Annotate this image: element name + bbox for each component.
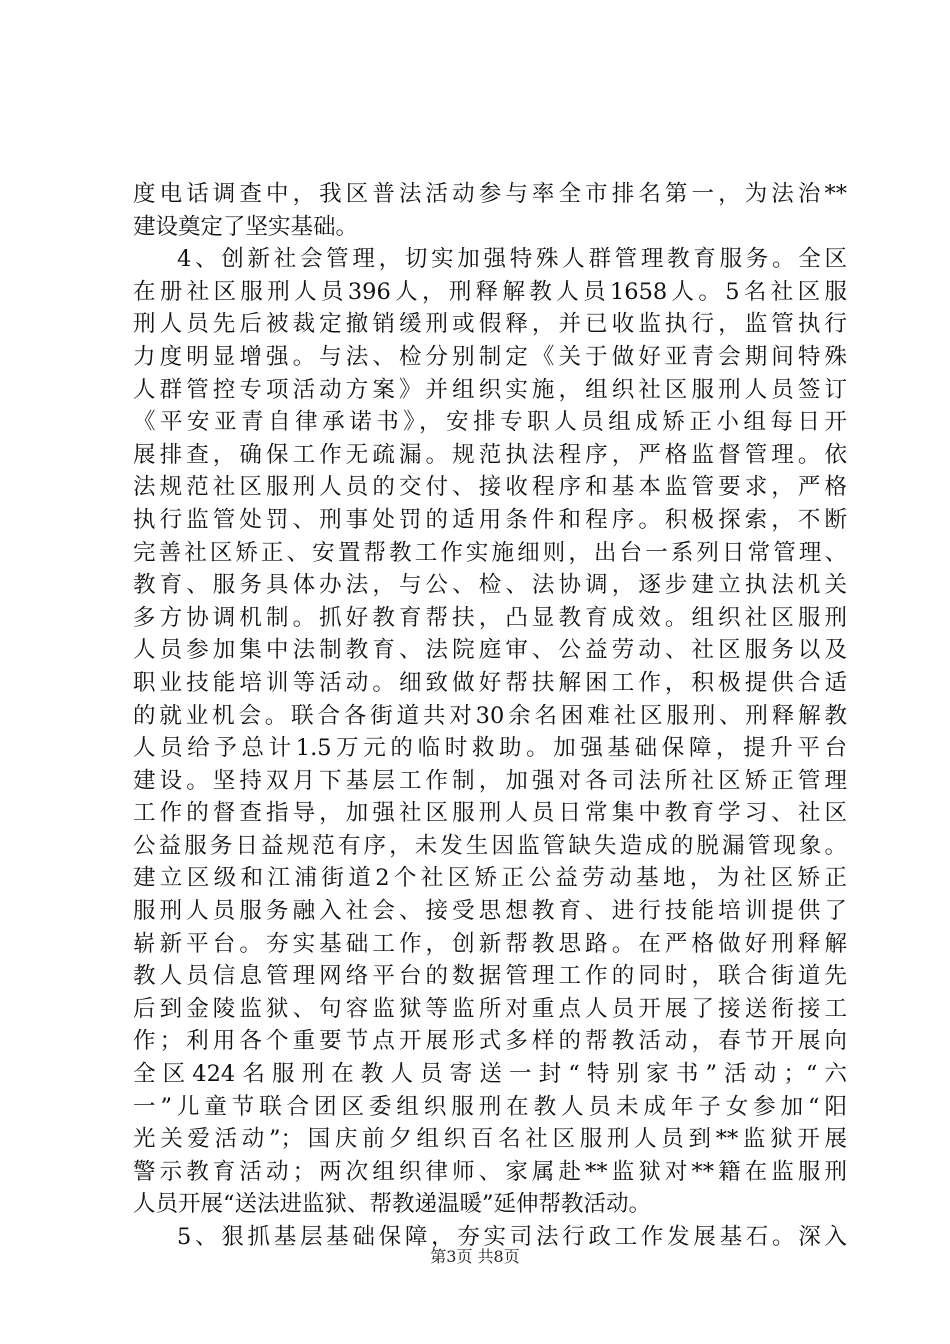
- text-line: 度电话调查中，我区普法活动参与率全市排名第一，为法治**: [133, 181, 847, 207]
- text-line: 展排查，确保工作无疏漏。规范执法程序，严格监督管理。依: [133, 441, 847, 468]
- text-line: 建设奠定了坚实基础。: [133, 213, 359, 240]
- text-line: 人群管控专项活动方案》并组织实施，组织社区服刑人员签订: [133, 376, 847, 403]
- text-line: 法规范社区服刑人员的交付、接收程序和基本监管要求，严格: [133, 474, 847, 501]
- text-line: 工作的督查指导，加强社区服刑人员日常集中教育学习、社区: [133, 800, 847, 827]
- text-line: 教人员信息管理网络平台的数据管理工作的同时，联合街道先: [133, 963, 847, 990]
- text-line: 作；利用各个重要节点开展形式多样的帮教活动，春节开展向: [133, 1028, 847, 1055]
- page-number-footer: 第3页 共8页: [430, 1247, 520, 1266]
- text-line: 执行监管处罚、刑事处罚的适用条件和程序。积极探索，不断: [133, 506, 847, 533]
- text-line: 建立区级和江浦街道2个社区矫正公益劳动基地，为社区矫正: [133, 865, 847, 892]
- text-line: 人员参加集中法制教育、法院庭审、公益劳动、社区服务以及: [133, 637, 847, 664]
- text-line: 光关爱活动”；国庆前夕组织百名社区服刑人员到**监狱开展: [133, 1126, 847, 1153]
- text-line: 后到金陵监狱、句容监狱等监所对重点人员开展了接送衔接工: [133, 995, 847, 1022]
- text-line: 《平安亚青自律承诺书》，安排专职人员组成矫正小组每日开: [133, 409, 847, 436]
- text-line: 公益服务日益规范有序，未发生因监管缺失造成的脱漏管现象。: [133, 832, 847, 859]
- text-line: 人员给予总计1.5万元的临时救助。加强基础保障，提升平台: [133, 735, 847, 762]
- text-line: 一”儿童节联合团区委组织服刑在教人员未成年子女参加“阳: [133, 1093, 847, 1120]
- text-line: 全区424名服刑在教人员寄送一封“特别家书”活动；“六: [133, 1061, 847, 1088]
- text-line: 警示教育活动；两次组织律师、家属赴**监狱对**籍在监服刑: [133, 1158, 847, 1185]
- text-line: 的就业机会。联合各街道共对30余名困难社区服刑、刑释解教: [133, 702, 847, 729]
- text-line: 服刑人员服务融入社会、接受思想教育、进行技能培训提供了: [133, 898, 847, 925]
- text-line: 建设。坚持双月下基层工作制，加强对各司法所社区矫正管理: [133, 767, 847, 794]
- text-line: 在册社区服刑人员396人，刑释解教人员1658人。5名社区服: [133, 278, 847, 305]
- text-line: 刑人员先后被裁定撤销缓刑或假释，并已收监执行，监管执行: [133, 311, 847, 338]
- text-line: 职业技能培训等活动。细致做好帮扶解困工作，积极提供合适: [133, 669, 847, 696]
- section-heading-line: 4、创新社会管理，切实加强特殊人群管理教育服务。全区: [177, 246, 847, 273]
- text-line: 力度明显增强。与法、检分别制定《关于做好亚青会期间特殊: [133, 343, 847, 370]
- text-line: 教育、服务具体办法，与公、检、法协调，逐步建立执法机关: [133, 572, 847, 599]
- text-line: 多方协调机制。抓好教育帮扶，凸显教育成效。组织社区服刑: [133, 604, 847, 631]
- text-line: 完善社区矫正、安置帮教工作实施细则，出台一系列日常管理、: [133, 539, 847, 566]
- text-line: 人员开展“送法进监狱、帮教递温暖”延伸帮教活动。: [133, 1191, 652, 1218]
- text-line: 崭新平台。夯实基础工作，创新帮教思路。在严格做好刑释解: [133, 930, 847, 957]
- section-heading-line: 5、狠抓基层基础保障，夯实司法行政工作发展基石。深入: [177, 1224, 847, 1250]
- document-body: [133, 178, 847, 1254]
